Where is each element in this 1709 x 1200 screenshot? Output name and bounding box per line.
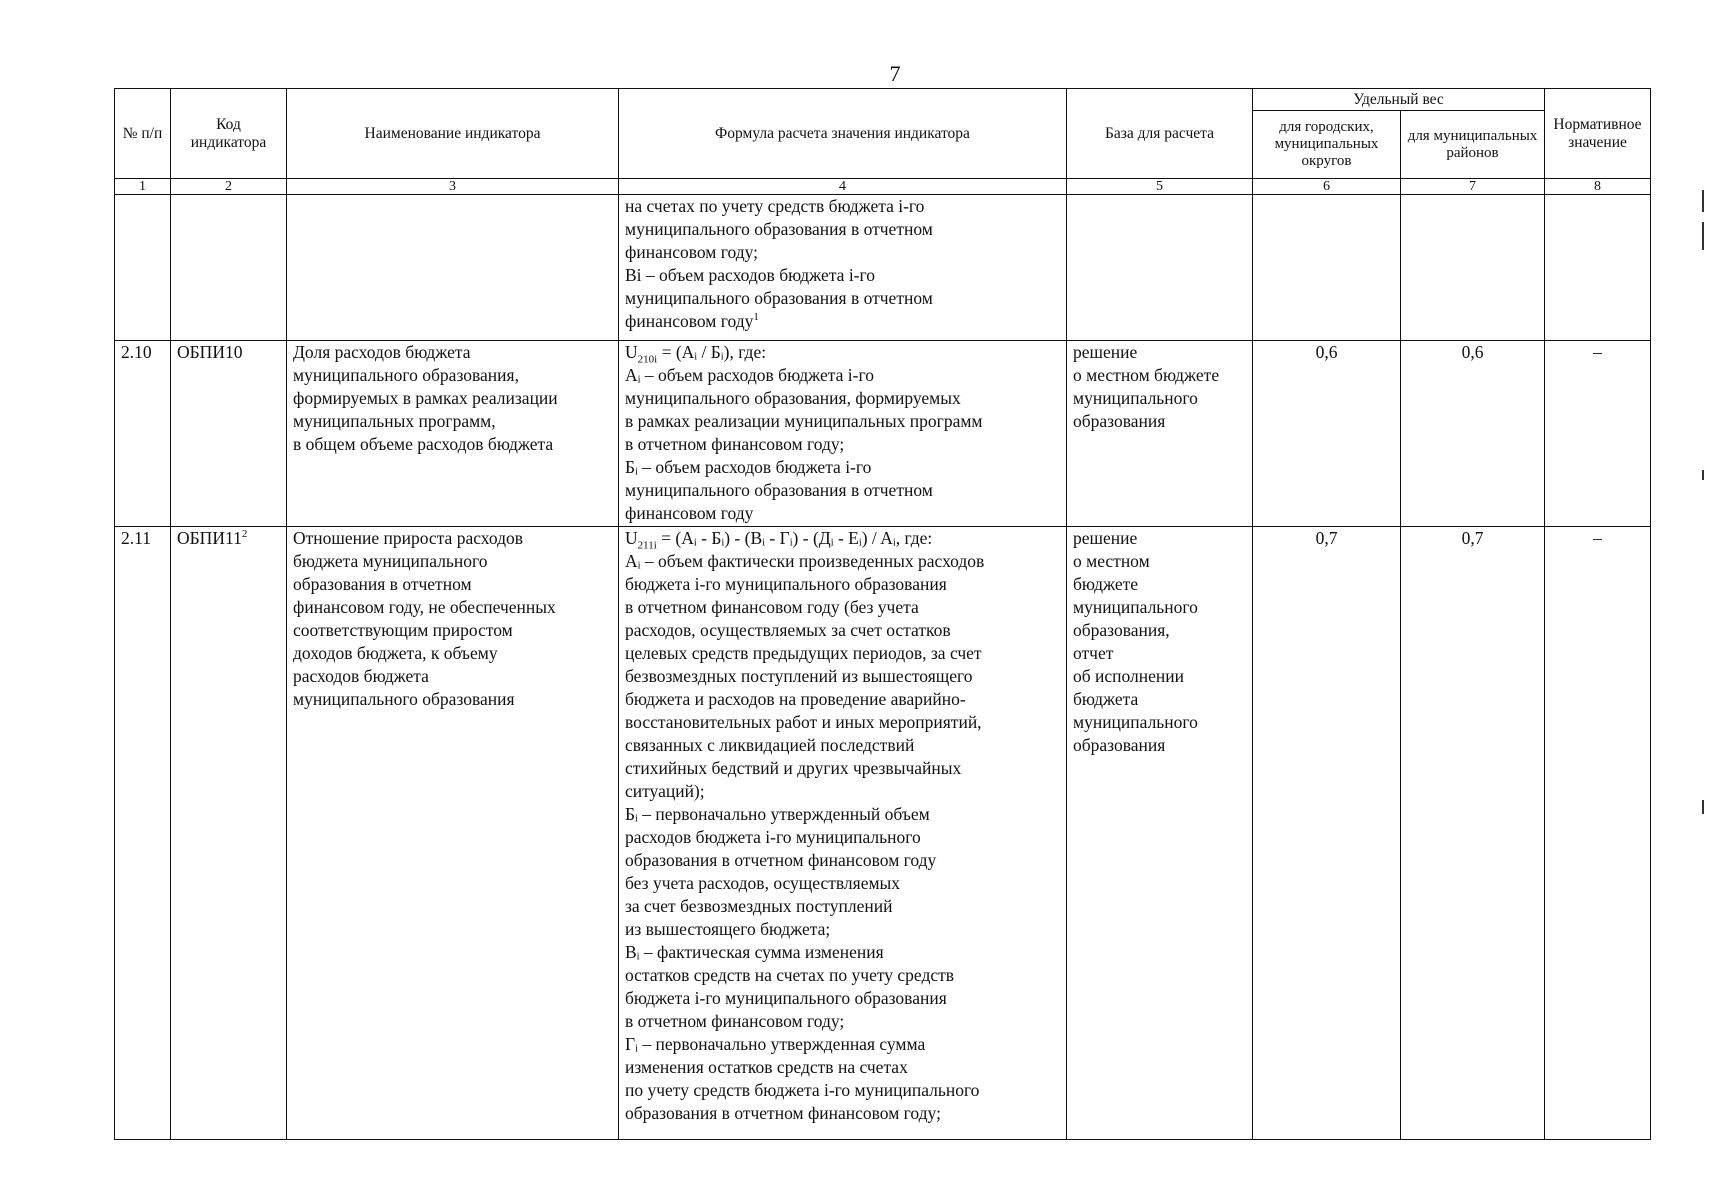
row-code-text: ОБПИ10 xyxy=(177,342,243,362)
column-number: 4 xyxy=(619,179,1067,195)
row-base: решение о местном бюджете муниципального образования, отчет об исполнении бюджета муниципального образования xyxy=(1067,527,1253,1140)
header-num: № п/п xyxy=(115,89,171,179)
row-name xyxy=(287,195,619,341)
row-weight-urban xyxy=(1253,195,1401,341)
scan-edge-mark xyxy=(1702,222,1704,250)
row-weight-district: 0,7 xyxy=(1401,527,1545,1140)
formula-subscript: 211i xyxy=(637,539,657,552)
row-weight-urban: 0,6 xyxy=(1253,341,1401,527)
row-code xyxy=(171,195,287,341)
indicator-table xyxy=(114,88,1651,1140)
column-number: 2 xyxy=(171,179,287,195)
row-code-footnote: 2 xyxy=(241,528,248,541)
header-code: Код индикатора xyxy=(171,89,287,179)
row-num: 2.11 xyxy=(115,527,171,1140)
row-base: решение о местном бюджете муниципального образования xyxy=(1067,341,1253,527)
row-formula xyxy=(619,341,1067,527)
column-number: 1 xyxy=(115,179,171,195)
formula-subscript: 210i xyxy=(637,353,658,366)
header-normative: Нормативное значение xyxy=(1545,89,1651,179)
table-row xyxy=(115,527,1651,1140)
table-row xyxy=(115,341,1651,527)
row-weight-district xyxy=(1401,195,1545,341)
table-row xyxy=(115,195,1651,341)
header-base: База для расчета xyxy=(1067,89,1253,179)
row-code xyxy=(171,527,287,1140)
column-number: 8 xyxy=(1545,179,1651,195)
column-number-row xyxy=(115,179,1651,195)
row-code-text: ОБПИ11 xyxy=(177,528,242,548)
column-number: 6 xyxy=(1253,179,1401,195)
formula-text: = (Aᵢ / Бᵢ), где: Aᵢ – объем расходов бюджета i-го муниципального образования, формируемых в рамках реализации муниципальных программ в отчетном финансовом году; Бᵢ – объем расходов бюджета i-го муниципального образования в отчетном финансовом году xyxy=(625,342,983,523)
column-number: 7 xyxy=(1401,179,1545,195)
row-weight-urban: 0,7 xyxy=(1253,527,1401,1140)
formula-footnote: 1 xyxy=(753,311,759,324)
header-formula: Формула расчета значения индикатора xyxy=(619,89,1067,179)
row-code xyxy=(171,341,287,527)
row-base xyxy=(1067,195,1253,341)
header-weight-urban: для городских, муниципальных округов xyxy=(1253,111,1401,179)
row-weight-district: 0,6 xyxy=(1401,341,1545,527)
formula-symbol: U xyxy=(625,342,638,362)
row-num: 2.10 xyxy=(115,341,171,527)
row-formula xyxy=(619,195,1067,341)
row-name: Отношение прироста расходов бюджета муниципального образования в отчетном финансовом году, не обеспеченных соответствующим приростом доходов бюджета, к объему расходов бюджета муниципального образования xyxy=(287,527,619,1140)
header-weight-group: Удельный вес xyxy=(1253,89,1545,111)
scan-edge-mark xyxy=(1702,470,1704,480)
formula-symbol: U xyxy=(625,528,638,548)
scan-edge-mark xyxy=(1702,190,1704,212)
row-num xyxy=(115,195,171,341)
header-weight-district: для муниципальных районов xyxy=(1401,111,1545,179)
row-normative xyxy=(1545,195,1651,341)
header-row-top xyxy=(115,89,1651,111)
formula-text: = (Aᵢ - Бᵢ) - (Вᵢ - Гᵢ) - (Дᵢ - Eᵢ) / Aᵢ, где: Aᵢ – объем фактически произведенных расходов бюджета i-го муниципального образования в отчетном финансовом году (без учета расходов, осуществляемых за счет остатков целевых средств предыдущих периодов, за счет безвозмездных поступлений из вышестоящего бюджета и расходов на проведение аварийно- восстановительных работ и иных мероприятий, связанных с ликвидацией последствий стихийных бедствий и других чрезвычайных ситуаций); Бᵢ – первоначально утвержденный объем расходов бюджета i-го муниципального образования в отчетном финансовом году без учета расходов, осуществляемых за счет безвозмездных поступлений из вышестоящего бюджета; Вᵢ – фактическая сумма изменения остатков средств на счетах по учету средств бюджета i-го муниципального образования в отчетном финансовом году; Гᵢ – первоначально утвержденная сумма изменения остатков средств на счетах по учету средств бюджета i-го муниципального образования в отчетном финансовом году; xyxy=(625,528,985,1123)
column-number: 5 xyxy=(1067,179,1253,195)
page-number: 7 xyxy=(889,61,901,86)
scan-edge-mark xyxy=(1702,800,1704,814)
formula-text: на счетах по учету средств бюджета i-го муниципального образования в отчетном финансовом году; Вi – объем расходов бюджета i-го муниципального образования в отчетном финансовом году xyxy=(625,196,933,331)
column-number: 3 xyxy=(287,179,619,195)
row-name: Доля расходов бюджета муниципального образования, формируемых в рамках реализации муниципальных программ, в общем объеме расходов бюджета xyxy=(287,341,619,527)
row-normative: – xyxy=(1545,341,1651,527)
header-name: Наименование индикатора xyxy=(287,89,619,179)
row-formula xyxy=(619,527,1067,1140)
row-normative: – xyxy=(1545,527,1651,1140)
